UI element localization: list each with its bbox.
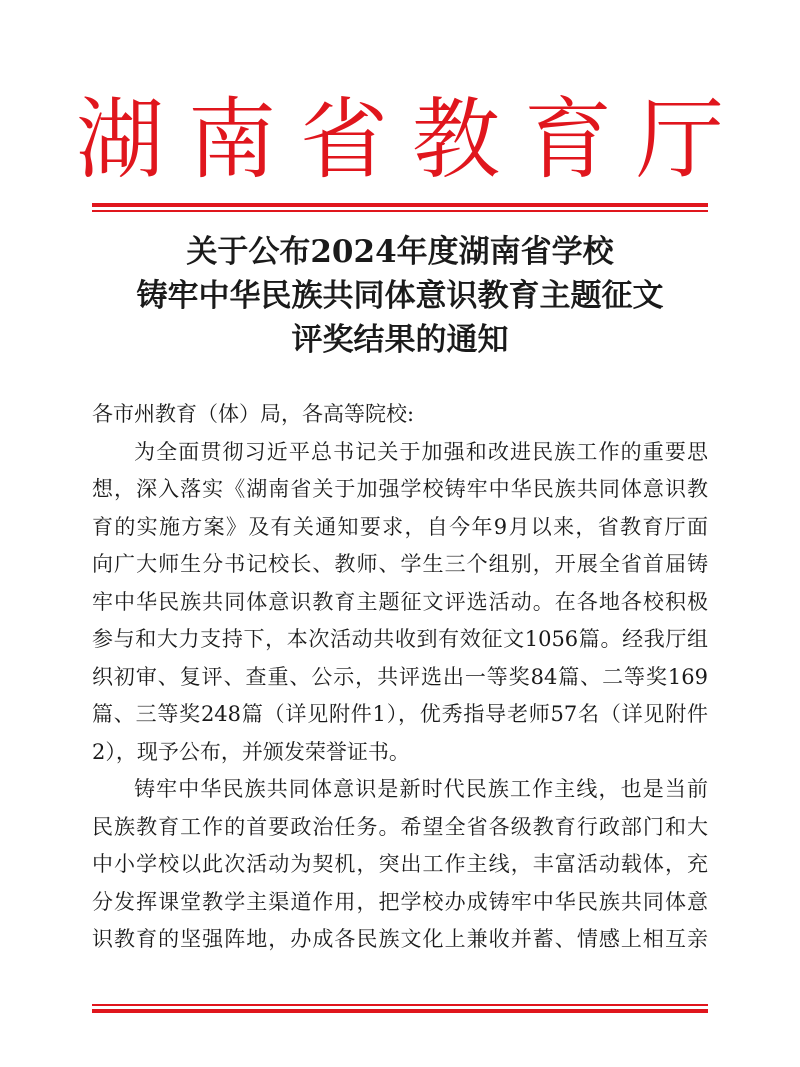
department-header: 湖南省教育厅 — [75, 88, 748, 191]
salutation: 各市州教育（体）局，各高等院校: — [92, 402, 415, 426]
title-line-1: 关于公布2024年度湖南省学校 — [186, 234, 614, 270]
paragraph-line: 篇、三等奖248篇（详见附件1），优秀指导老师57名（详见附件 — [92, 702, 708, 726]
paragraph-line: 想，深入落实《湖南省关于加强学校铸牢中华民族共同体意识教 — [92, 477, 708, 501]
document-title — [0, 230, 800, 362]
paragraph-line: 织初审、复评、查重、公示，共评选出一等奖84篇、二等奖169 — [92, 664, 708, 689]
header-rule-thin — [92, 210, 708, 212]
title-line-3: 评奖结果的通知 — [291, 322, 509, 358]
paragraph-2 — [92, 771, 708, 959]
header-rule-thick — [92, 203, 708, 207]
document-body — [92, 396, 708, 959]
footer-rule-thick — [92, 1009, 708, 1013]
title-line-2: 铸牢中华民族共同体意识教育主题征文 — [136, 278, 664, 314]
footer-rule-thin — [92, 1004, 708, 1006]
paragraph-line: 铸牢中华民族共同体意识是新时代民族工作主线，也是当前 — [134, 777, 708, 801]
paragraph-line: 参与和大力支持下，本次活动共收到有效征文1056篇。经我厅组 — [92, 627, 708, 651]
paragraph-line: 向广大师生分书记校长、教师、学生三个组别，开展全省首届铸 — [92, 552, 708, 576]
paragraph-line: 牢中华民族共同体意识教育主题征文评选活动。在各地各校积极 — [92, 589, 708, 614]
paragraph-line: 中小学校以此次活动为契机，突出工作主线，丰富活动载体，充 — [92, 852, 708, 876]
paragraph-line: 为全面贯彻习近平总书记关于加强和改进民族工作的重要思 — [134, 439, 708, 464]
paragraph-line: 分发挥课堂教学主渠道作用，把学校办成铸牢中华民族共同体意 — [92, 889, 708, 914]
paragraph-1 — [92, 434, 708, 772]
paragraph-line: 育的实施方案》及有关通知要求，自今年9月以来，省教育厅面 — [92, 514, 708, 539]
paragraph-line: 民族教育工作的首要政治任务。希望全省各级教育行政部门和大 — [92, 814, 708, 839]
paragraph-line: 识教育的坚强阵地，办成各民族文化上兼收并蓄、情感上相互亲 — [92, 927, 708, 951]
paragraph-line: 2），现予公布，并颁发荣誉证书。 — [92, 739, 410, 764]
